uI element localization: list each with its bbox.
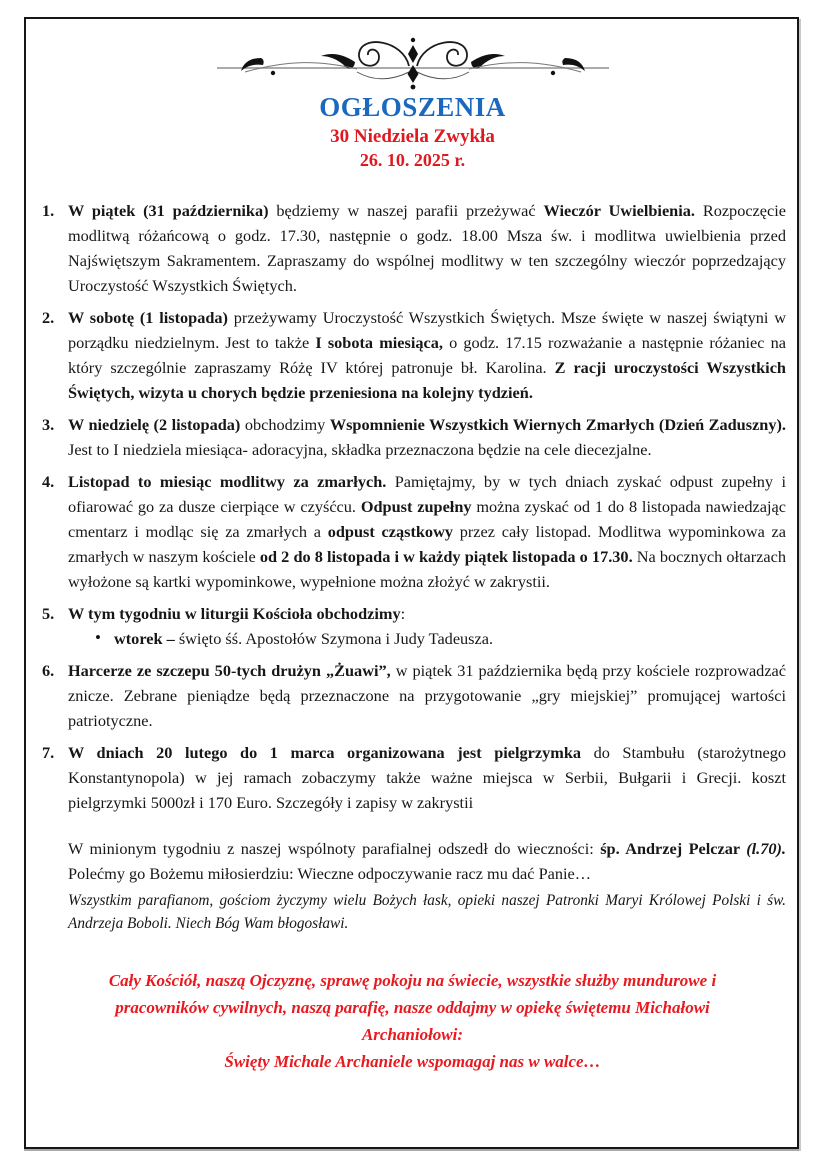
item-number: 5. <box>42 604 55 623</box>
text-segment: do Stambułu (starożytnego Konstantynopola) w jej ramach zobaczymy także ważne miejsca w Serbii, Bułgarii i Grecji. koszt pielgrzymki 5000zł i 170 Euro. Szczegóły i zapisy w zakrystii <box>68 743 786 812</box>
text-segment: Harcerze ze szczepu 50-tych drużyn „Żuawi”, <box>68 661 396 680</box>
sunday-subtitle: 30 Niedziela Zwykła <box>330 126 495 147</box>
text-segment: można zyskać od 1 do 8 listopada nawiedzając cmentarz i modląc się za zmarłych a <box>68 497 786 541</box>
item-number: 2. <box>42 308 55 327</box>
item-number: 1. <box>42 201 55 220</box>
text-segment: w piątek 31 października będą przy kościele rozprowadzać znicze. Zebrane pieniądze będą przeznaczone na przygotowanie „gry miejskiej” promującej wartości patriotyczne. <box>68 661 786 730</box>
bullet-dot-icon: • <box>95 628 101 647</box>
text-segment: W piątek (31 października) <box>68 201 277 220</box>
announcement-item <box>39 658 786 733</box>
bullet-item <box>91 626 786 651</box>
text-segment: Wszystkim parafianom, gościom życzymy wielu Bożych łask, opieki naszej Patronki Maryi Królowej Polski i św. Andrzeja Boboli. Niech Bóg Wam błogosławi. <box>68 892 786 932</box>
item-text <box>68 661 786 730</box>
item-text <box>68 201 786 295</box>
item-text <box>68 604 405 623</box>
wishes-paragraph <box>68 889 786 935</box>
item-text <box>68 743 786 812</box>
text-segment: Odpust zupełny <box>360 497 477 516</box>
announcement-sheet <box>24 17 799 1149</box>
text-segment: (l.70). <box>746 839 786 858</box>
obituary-paragraph <box>68 836 786 886</box>
text-segment: odpust cząstkowy <box>327 522 460 541</box>
text-segment: Polećmy go Bożemu miłosierdziu: Wieczne odpoczywanie racz mu dać Panie… <box>68 864 592 883</box>
announcement-item <box>39 412 786 462</box>
text-segment: wtorek – <box>114 629 179 648</box>
text-segment: Z racji uroczystości Wszystkich Świętych, wizyta u chorych będzie przeniesiona na kolejny tydzień. <box>68 358 786 402</box>
announcement-item <box>39 469 786 594</box>
flourish-divider-icon <box>215 32 611 90</box>
text-segment: o godz. 17.15 rozważanie a następnie różaniec na który szczególnie zapraszamy Różę IV której patronuje bł. Karolina. <box>68 333 787 377</box>
item-number: 6. <box>42 661 55 680</box>
text-segment: od 2 do 8 listopada i w każdy piątek listopada o 17.30. <box>259 547 637 566</box>
text-segment: Listopad to miesiąc modlitwy za zmarłych. <box>68 472 395 491</box>
text-segment: Wspomnienie Wszystkich Wiernych Zmarłych (Dzień Zaduszny). <box>329 415 786 434</box>
text-segment: śp. Andrzej Pelczar <box>600 839 747 858</box>
text-segment: W tym tygodniu w liturgii Kościoła obchodzimy <box>68 604 401 623</box>
date-line: 26. 10. 2025 r. <box>359 150 466 170</box>
text-segment: W sobotę (1 listopada) <box>68 308 234 327</box>
text-segment: przeżywamy Uroczystość Wszystkich Świętych. Msze święte w naszej świątyni w porządku niedzielnym. Jest to także <box>68 308 786 352</box>
text-segment: I sobota miesiąca, <box>315 333 450 352</box>
text-segment: Jest to I niedziela miesiąca- adoracyjna, składka przeznaczona będzie na cele diecezjalne. <box>68 440 652 459</box>
text-segment: W dniach 20 lutego do 1 marca organizowana jest pielgrzymka <box>68 743 594 762</box>
announcement-item <box>39 305 786 405</box>
text-segment: będziemy w naszej parafii przeżywać <box>276 201 544 220</box>
text-segment: Wieczór Uwielbienia. <box>543 201 703 220</box>
bullet-text <box>114 629 493 648</box>
item-text <box>68 415 786 459</box>
text-segment: W minionym tygodniu z naszej wspólnoty parafialnej odszedł do wieczności: <box>68 839 601 858</box>
announcements-list <box>39 198 786 815</box>
text-segment: Rozpoczęcie modlitwą różańcową o godz. 17.30, następnie o godz. 18.00 Msza św. i modlitwa uwielbienia przed Najświętszym Sakramentem. Zapraszamy do wspólnej modlitwy w ten szczególny wieczór poprzedzający Uroczystość Wszystkich Świętych. <box>68 201 786 295</box>
text-segment: Pamiętajmy, by w tych dniach zyskać odpust zupełny i ofiarować go za dusze cierpiące w czyśćcu. <box>68 472 787 516</box>
text-segment: W niedzielę (2 listopada) <box>68 415 245 434</box>
dedication-block <box>39 967 786 1075</box>
announcement-item <box>39 601 786 651</box>
item-number: 3. <box>42 415 55 434</box>
announcement-item <box>39 740 786 815</box>
item-number: 4. <box>42 472 55 491</box>
dedication-text: Cały Kościół, naszą Ojczyznę, sprawę pokoju na świecie, wszystkie służby mundurowe i pracowników cywilnych, naszą parafię, nasze oddajmy w opiekę świętemu Michałowi Archaniołowi: <box>108 971 717 1044</box>
text-segment: : <box>400 604 406 623</box>
item-text <box>68 308 786 402</box>
text-segment: przez cały listopad. Modlitwa wypominkowa za zmarłych w naszym kościele <box>68 522 786 566</box>
invocation-text: Święty Michale Archaniele wspomagaj nas w walce… <box>224 1052 601 1071</box>
announcement-item <box>39 198 786 298</box>
text-segment: obchodzimy <box>244 415 330 434</box>
item-number: 7. <box>42 743 55 762</box>
text-segment: Na bocznych ołtarzach wyłożone są kartki wypominkowe, wypełnione można złożyć w zakrystii. <box>68 547 786 591</box>
item-text <box>68 472 786 591</box>
page-title: OGŁOSZENIA <box>319 92 506 122</box>
text-segment: święto śś. Apostołów Szymona i Judy Tadeusza. <box>178 629 494 648</box>
